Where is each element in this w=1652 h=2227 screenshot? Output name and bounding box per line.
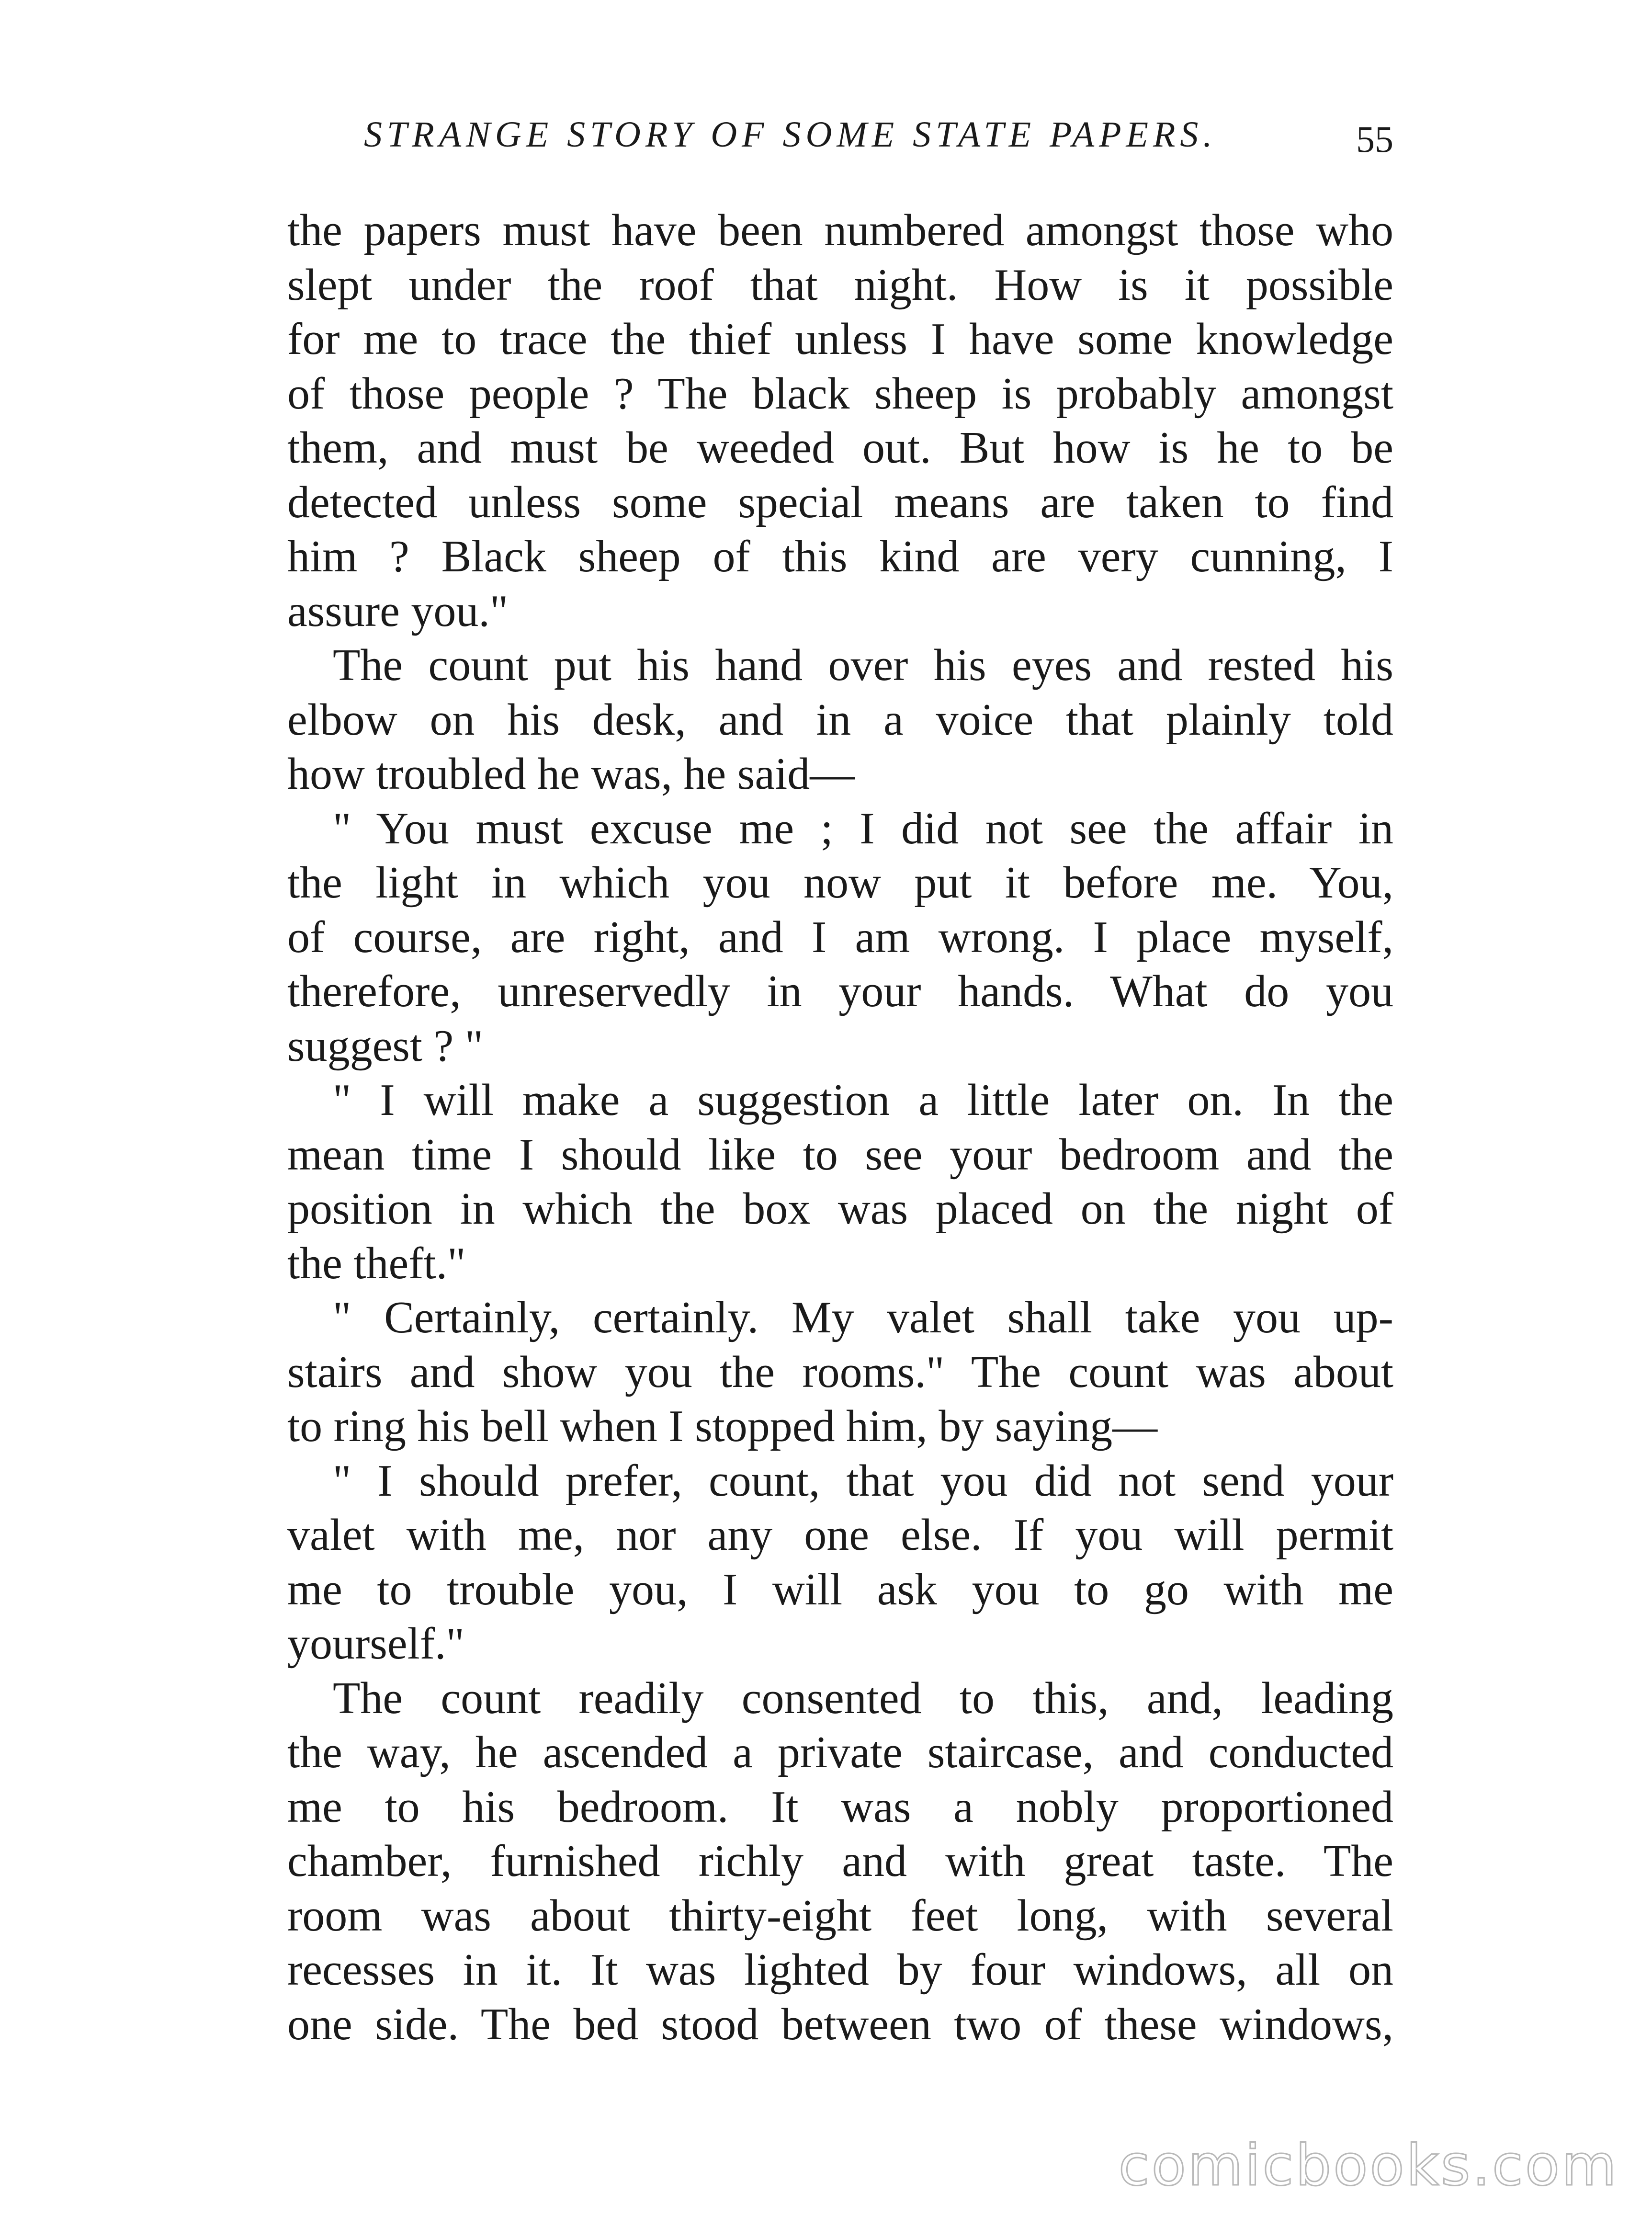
- text-line: how troubled he was, he said—: [287, 749, 855, 799]
- body-text: [287, 204, 1393, 2052]
- text-line: therefore, unreservedly in your hands. What do you: [287, 966, 1393, 1016]
- text-line: of those people ? The black sheep is probably amongst: [287, 368, 1393, 419]
- text-line: detected unless some special means are taken to find: [287, 477, 1393, 527]
- text-line: slept under the roof that night. How is it possible: [287, 260, 1393, 310]
- text-line: mean time I should like to see your bedroom and the: [287, 1129, 1393, 1180]
- text-line: position in which the box was placed on the night of: [287, 1184, 1393, 1234]
- text-line: elbow on his desk, and in a voice that plainly told: [287, 694, 1393, 745]
- text-line: chamber, furnished richly and with great taste. The: [287, 1836, 1393, 1886]
- text-line: to ring his bell when I stopped him, by saying—: [287, 1401, 1158, 1451]
- text-line: stairs and show you the rooms." The count was about: [287, 1347, 1393, 1397]
- text-line: yourself.": [287, 1619, 464, 1669]
- text-line: valet with me, nor any one else. If you will permit: [287, 1510, 1393, 1560]
- running-title: STRANGE STORY OF SOME STATE PAPERS.: [364, 114, 1217, 155]
- text-line: the light in which you now put it before me. You,: [287, 858, 1393, 908]
- text-line: the papers must have been numbered amongst those who: [287, 205, 1393, 255]
- text-line: " Certainly, certainly. My valet shall take you up-: [333, 1293, 1393, 1342]
- text-line: suggest ? ": [287, 1021, 484, 1071]
- text-line: assure you.": [287, 586, 509, 636]
- text-line: the way, he ascended a private staircase, and conducted: [287, 1727, 1393, 1777]
- text-line: me to his bedroom. It was a nobly proportioned: [287, 1782, 1393, 1832]
- text-line: them, and must be weeded out. But how is he to be: [287, 423, 1393, 473]
- text-line: " I should prefer, count, that you did not send your: [333, 1455, 1393, 1506]
- text-line: " You must excuse me ; I did not see the affair in: [333, 803, 1393, 853]
- text-line: of course, are right, and I am wrong. I place myself,: [287, 912, 1393, 962]
- page-header: [287, 114, 1393, 167]
- text-line: one side. The bed stood between two of these windows,: [287, 1999, 1393, 2049]
- text-line: the theft.": [287, 1238, 466, 1288]
- text-line: for me to trace the thief unless I have some knowledge: [287, 314, 1393, 364]
- text-line: room was about thirty-eight feet long, with several: [287, 1890, 1393, 1941]
- text-line: The count readily consented to this, and, leading: [333, 1673, 1393, 1723]
- text-line: The count put his hand over his eyes and rested his: [333, 640, 1393, 690]
- page-number: 55: [1356, 118, 1393, 160]
- watermark: comicbooks.com: [1118, 2132, 1618, 2198]
- text-line: me to trouble you, I will ask you to go with me: [287, 1564, 1393, 1614]
- text-line: " I will make a suggestion a little later on. In the: [333, 1075, 1393, 1125]
- text-line: recesses in it. It was lighted by four windows, all on: [287, 1945, 1393, 1995]
- text-line: him ? Black sheep of this kind are very cunning, I: [287, 532, 1393, 581]
